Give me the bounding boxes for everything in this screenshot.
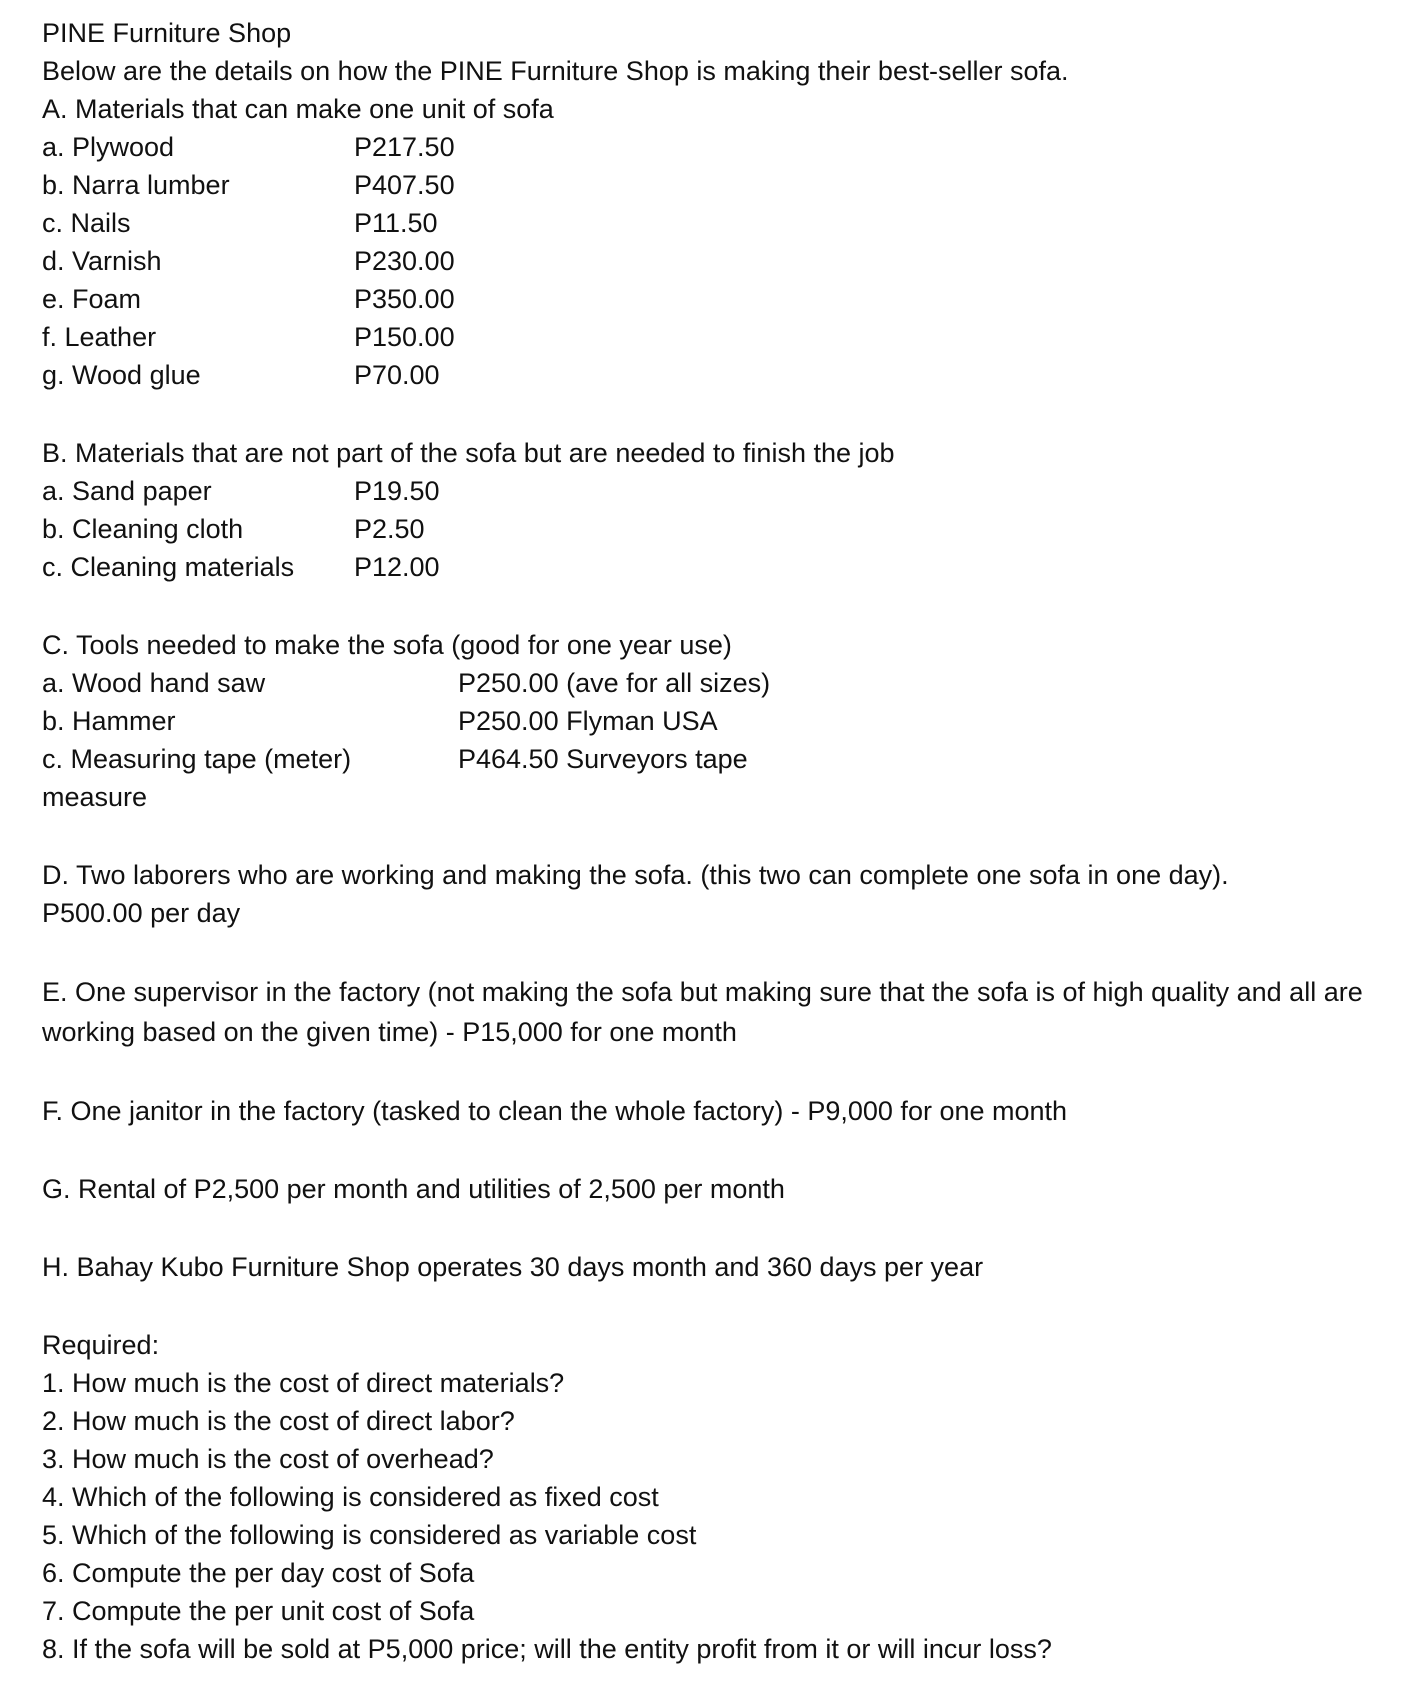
section-d-line2: P500.00 per day [42, 898, 241, 928]
item-value: P464.50 Surveyors tape [458, 744, 748, 774]
item-label: e. Foam [42, 284, 142, 314]
list-item [42, 318, 1402, 356]
item-label: b. Hammer [42, 706, 176, 736]
intro-text: Below are the details on how the PINE Furniture Shop is making their best-seller sofa. [42, 56, 1069, 86]
question-item: 4. Which of the following is considered as fixed cost [42, 1482, 659, 1512]
item-label: a. Wood hand saw [42, 668, 266, 698]
item-label: c. Nails [42, 208, 131, 238]
section-g-text: G. Rental of P2,500 per month and utilities of 2,500 per month [42, 1174, 785, 1204]
item-value: P217.50 [354, 132, 455, 162]
item-label: f. Leather [42, 322, 157, 352]
list-item [42, 166, 1402, 204]
section-d-line1: D. Two laborers who are working and making the sofa. (this two can complete one sofa in one day). [42, 860, 1229, 890]
item-value: P250.00 (ave for all sizes) [458, 668, 771, 698]
document-title: PINE Furniture Shop [42, 18, 292, 48]
list-item [42, 280, 1402, 318]
section-a-list [42, 128, 1402, 394]
item-label: b. Cleaning cloth [42, 514, 244, 544]
question-item: 3. How much is the cost of overhead? [42, 1444, 494, 1474]
section-c-heading: C. Tools needed to make the sofa (good for one year use) [42, 630, 732, 660]
item-value: P12.00 [354, 552, 440, 582]
item-value: P407.50 [354, 170, 455, 200]
question-item: 7. Compute the per unit cost of Sofa [42, 1596, 475, 1626]
section-c-list [42, 664, 1402, 816]
item-label: d. Varnish [42, 246, 162, 276]
document [42, 14, 1402, 1668]
section-b-heading: B. Materials that are not part of the sofa but are needed to finish the job [42, 438, 895, 468]
section-h-text: H. Bahay Kubo Furniture Shop operates 30 days month and 360 days per year [42, 1252, 984, 1282]
item-value: P2.50 [354, 514, 425, 544]
list-item [42, 740, 1402, 778]
required-heading: Required: [42, 1330, 160, 1360]
question-item: 8. If the sofa will be sold at P5,000 price; will the entity profit from it or will incur loss? [42, 1634, 1052, 1664]
list-item [42, 242, 1402, 280]
list-item [42, 510, 1402, 548]
section-e-text: E. One supervisor in the factory (not making the sofa but making sure that the sofa is of high quality and all are working based on the given time) - P15,000 for one month [42, 977, 1363, 1047]
list-item [42, 204, 1402, 242]
section-b-list [42, 472, 1402, 586]
list-item [42, 702, 1402, 740]
item-label: g. Wood glue [42, 360, 201, 390]
item-label: b. Narra lumber [42, 170, 230, 200]
item-value: P150.00 [354, 322, 455, 352]
item-value: P230.00 [354, 246, 455, 276]
list-item [42, 472, 1402, 510]
question-item: 5. Which of the following is considered as variable cost [42, 1520, 697, 1550]
list-item [42, 128, 1402, 166]
item-value: P250.00 Flyman USA [458, 706, 718, 736]
list-item [42, 356, 1402, 394]
item-label: c. Measuring tape (meter) [42, 744, 352, 774]
list-item [42, 548, 1402, 586]
list-item [42, 664, 1402, 702]
question-item: 1. How much is the cost of direct materials? [42, 1368, 565, 1398]
item-value: P11.50 [354, 208, 438, 238]
item-value: P19.50 [354, 476, 440, 506]
item-continuation: measure [42, 782, 148, 812]
question-item: 6. Compute the per day cost of Sofa [42, 1558, 475, 1588]
item-value: P350.00 [354, 284, 455, 314]
question-item: 2. How much is the cost of direct labor? [42, 1406, 515, 1436]
section-f-text: F. One janitor in the factory (tasked to clean the whole factory) - P9,000 for one month [42, 1096, 1068, 1126]
item-label: c. Cleaning materials [42, 552, 295, 582]
item-label: a. Plywood [42, 132, 175, 162]
section-a-heading: A. Materials that can make one unit of sofa [42, 94, 554, 124]
required-questions [42, 1364, 1402, 1668]
item-value: P70.00 [354, 360, 440, 390]
item-label: a. Sand paper [42, 476, 212, 506]
